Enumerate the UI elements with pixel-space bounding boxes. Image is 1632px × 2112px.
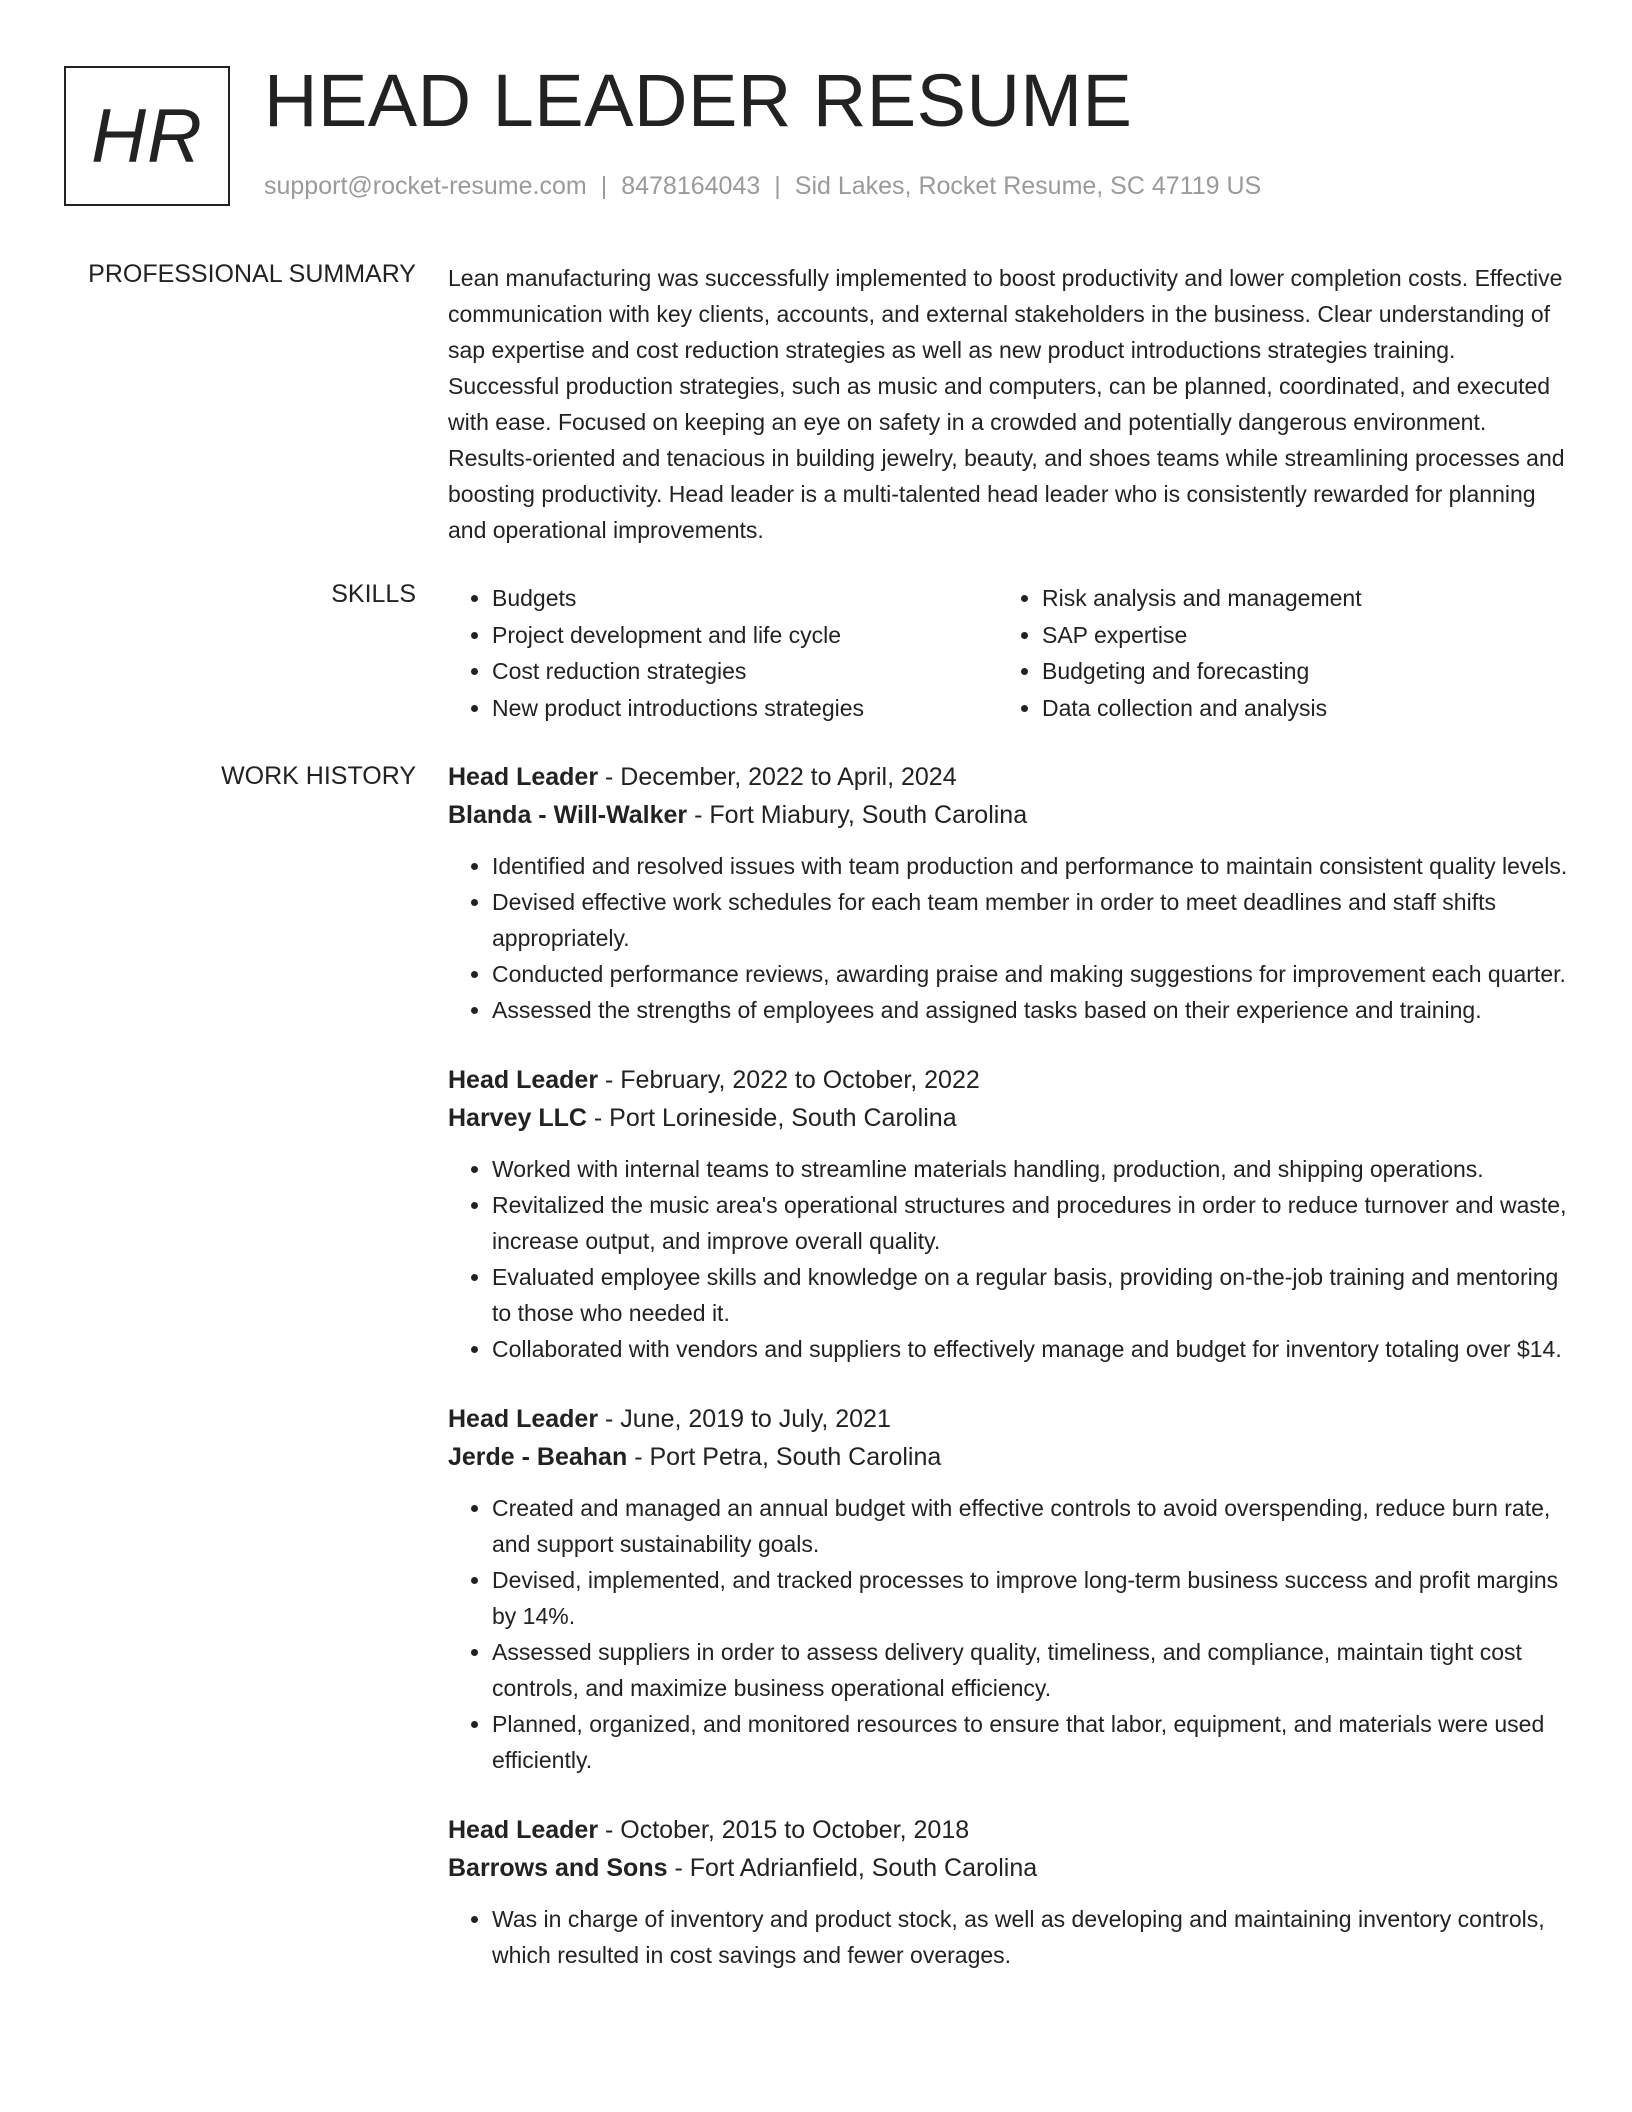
job-title-line: Head Leader - June, 2019 to July, 2021 <box>448 1405 891 1433</box>
job-bullets <box>448 848 1570 1028</box>
skill-item: • SAP expertise <box>1042 617 1548 654</box>
work-history-heading: WORK HISTORY <box>221 762 416 790</box>
page-title: HEAD LEADER RESUME <box>264 59 1133 142</box>
skill-item: • Data collection and analysis <box>1042 690 1548 727</box>
skill-item: • Budgets <box>492 580 998 617</box>
job-bullet: • Revitalized the music area's operational structures and procedures in order to reduce turnover and waste, increase output, and improve overall quality. <box>492 1187 1570 1259</box>
skills-list-left <box>448 580 998 726</box>
job-dates: October, 2015 to October, 2018 <box>620 1816 970 1844</box>
job-company: Barrows and Sons <box>448 1854 668 1882</box>
contact-phone[interactable]: 8478164043 <box>621 172 761 200</box>
job-company: Jerde - Beahan <box>448 1443 628 1471</box>
skill-item: • Budgeting and forecasting <box>1042 653 1548 690</box>
job-bullet: • Devised, implemented, and tracked processes to improve long-term business success and profit margins by 14%. <box>492 1562 1570 1634</box>
contact-address: Sid Lakes, Rocket Resume, SC 47119 US <box>794 172 1262 200</box>
skill-item: • Cost reduction strategies <box>492 653 998 690</box>
job-bullet: • Assessed suppliers in order to assess delivery quality, timeliness, and compliance, maintain tight cost controls, and maximize business operational efficiency. <box>492 1634 1570 1706</box>
job-bullet: • Worked with internal teams to streamline materials handling, production, and shipping operations. <box>492 1151 1570 1187</box>
job-title: Head Leader <box>448 1405 599 1433</box>
job-bullet: • Planned, organized, and monitored resources to ensure that labor, equipment, and materials were used efficiently. <box>492 1706 1570 1778</box>
job-title-line: Head Leader - October, 2015 to October, 2018 <box>448 1816 970 1844</box>
job-dates: February, 2022 to October, 2022 <box>620 1066 980 1094</box>
job-entry <box>448 758 1570 1028</box>
job-bullets <box>448 1901 1570 1973</box>
job-title-line: Head Leader - February, 2022 to October, 2022 <box>448 1066 980 1094</box>
job-company-line: Jerde - Beahan - Port Petra, South Carolina <box>448 1443 942 1471</box>
job-company: Blanda - Will-Walker <box>448 801 688 829</box>
job-title-line: Head Leader - December, 2022 to April, 2024 <box>448 763 957 791</box>
job-entry <box>448 1400 1570 1778</box>
job-location: Port Petra, South Carolina <box>649 1443 942 1471</box>
job-company-line: Barrows and Sons - Fort Adrianfield, South Carolina <box>448 1854 1038 1882</box>
skill-item: • Risk analysis and management <box>1042 580 1548 617</box>
job-bullets <box>448 1151 1570 1367</box>
job-bullet: • Devised effective work schedules for each team member in order to meet deadlines and staff shifts appropriately. <box>492 884 1570 956</box>
job-location: Port Lorineside, South Carolina <box>609 1104 957 1132</box>
job-bullet: • Created and managed an annual budget with effective controls to avoid overspending, reduce burn rate, and support sustainability goals. <box>492 1490 1570 1562</box>
job-company-line: Blanda - Will-Walker - Fort Miabury, South Carolina <box>448 801 1028 829</box>
job-bullet: • Conducted performance reviews, awarding praise and making suggestions for improvement each quarter. <box>492 956 1570 992</box>
summary-heading: PROFESSIONAL SUMMARY <box>88 260 416 288</box>
job-bullet: • Assessed the strengths of employees and assigned tasks based on their experience and training. <box>492 992 1570 1028</box>
contact-separator: | <box>600 172 608 200</box>
job-title: Head Leader <box>448 763 599 791</box>
job-bullet: • Collaborated with vendors and suppliers to effectively manage and budget for inventory totaling over $14. <box>492 1331 1570 1367</box>
job-location: Fort Miabury, South Carolina <box>709 801 1028 829</box>
job-bullet: • Evaluated employee skills and knowledge on a regular basis, providing on-the-job training and mentoring to those who needed it. <box>492 1259 1570 1331</box>
job-company: Harvey LLC <box>448 1104 587 1132</box>
skills-heading: SKILLS <box>331 580 416 608</box>
contact-email[interactable]: support@rocket-resume.com <box>264 172 587 200</box>
summary-text: Lean manufacturing was successfully implemented to boost productivity and lower completion costs. Effective communication with key clients, accounts, and external stakeholders in the business. Clear understanding of sap expertise and cost reduction strategies as well as new product introductions strategies training. Successful production strategies, such as music and computers, can be planned, coordinated, and executed with ease. Focused on keeping an eye on safety in a crowded and potentially dangerous environment. Results-oriented and tenacious in building jewelry, beauty, and shoes teams while streamlining processes and boosting productivity. Head leader is a multi-talented head leader who is consistently rewarded for planning and operational improvements. <box>448 265 1565 543</box>
monogram-logo: HR <box>64 66 230 206</box>
skill-item: • New product introductions strategies <box>492 690 998 727</box>
job-title: Head Leader <box>448 1066 599 1094</box>
job-bullets <box>448 1490 1570 1778</box>
job-dates: December, 2022 to April, 2024 <box>620 763 957 791</box>
contact-line <box>264 172 1261 201</box>
job-location: Fort Adrianfield, South Carolina <box>689 1854 1038 1882</box>
skill-item: • Project development and life cycle <box>492 617 998 654</box>
job-entry <box>448 1061 1570 1367</box>
job-entry <box>448 1811 1570 1973</box>
job-bullet: • Identified and resolved issues with team production and performance to maintain consistent quality levels. <box>492 848 1570 884</box>
skills-list-right <box>998 580 1548 726</box>
job-company-line: Harvey LLC - Port Lorineside, South Carolina <box>448 1104 957 1132</box>
job-dates: June, 2019 to July, 2021 <box>620 1405 891 1433</box>
job-title: Head Leader <box>448 1816 599 1844</box>
contact-separator: | <box>774 172 781 200</box>
job-bullet: • Was in charge of inventory and product stock, as well as developing and maintaining inventory controls, which resulted in cost savings and fewer overages. <box>492 1901 1570 1973</box>
